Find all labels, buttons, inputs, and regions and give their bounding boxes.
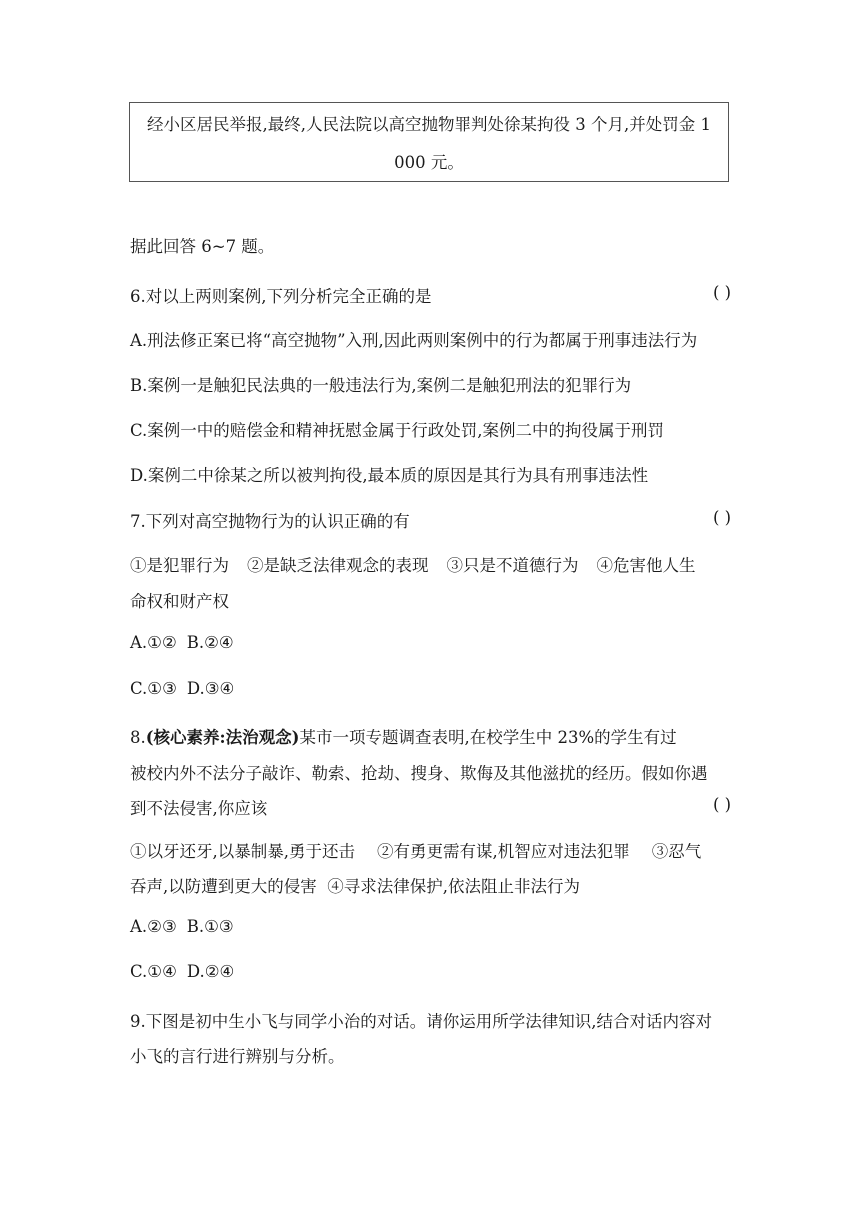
q9-stem-line2: 小飞的言行进行辨别与分析。	[130, 1047, 345, 1066]
q8-statement-3-start: ③忍气	[651, 842, 702, 861]
q7-statement-3: ③只是不道德行为	[446, 556, 579, 575]
q7-option-c: C.①③	[130, 679, 177, 698]
q8-stem-rest: 某市一项专题调查表明,在校学生中 23%的学生有过	[299, 728, 677, 747]
q7-statement-cont: 命权和财产权	[130, 592, 229, 611]
q8-option-c: C.①④	[130, 962, 177, 981]
q6-option-c: C.案例一中的赔偿金和精神抚慰金属于行政处罚,案例二中的拘役属于刑罚	[130, 421, 665, 440]
q8-stem-line2: 被校内外不法分子敲诈、勒索、抢劫、搜身、欺侮及其他滋扰的经历。假如你遇	[130, 764, 708, 783]
q7-statement-1: ①是犯罪行为	[130, 556, 229, 575]
q7-option-b: B.②④	[186, 633, 234, 652]
case-box	[129, 102, 729, 182]
case-box-line2: 000 元。	[394, 153, 464, 172]
q6-option-b: B.案例一是触犯民法典的一般违法行为,案例二是触犯刑法的犯罪行为	[130, 376, 632, 395]
q8-statement-2: ②有勇更需有谋,机智应对违法犯罪	[377, 842, 630, 861]
q7-option-a: A.①②	[130, 633, 177, 652]
q8-stem-line1	[130, 724, 677, 748]
q8-options-row1	[130, 917, 234, 936]
q7-options-row1	[130, 633, 234, 652]
q8-statement-1: ①以牙还牙,以暴制暴,勇于还击	[130, 842, 355, 861]
q7-statement-2: ②是缺乏法律观念的表现	[247, 556, 429, 575]
q8-number: 8.	[130, 728, 146, 747]
q8-stem-line3: 到不法侵害,你应该	[130, 799, 268, 818]
q6-stem: 6.对以上两则案例,下列分析完全正确的是	[130, 287, 432, 306]
q7-answer-paren: ( )	[713, 508, 732, 527]
q7-options-row2	[130, 679, 234, 698]
q7-option-d: D.③④	[186, 679, 235, 698]
q8-tag: (核心素养:法治观念)	[145, 728, 300, 747]
q8-answer-paren: ( )	[713, 795, 732, 814]
q7-statements	[130, 552, 696, 576]
q6-option-a: A.刑法修正案已将“高空抛物”入刑,因此两则案例中的行为都属于刑事违法行为	[130, 331, 698, 350]
q6-answer-paren: ( )	[713, 283, 732, 302]
q8-statements-line2: 吞声,以防遭到更大的侵害 ④寻求法律保护,依法阻止非法行为	[130, 877, 580, 896]
q8-option-a: A.②③	[130, 917, 177, 936]
q8-options-row2	[130, 962, 234, 981]
q7-statement-4: ④危害他人生	[596, 556, 696, 575]
q8-option-b: B.①③	[186, 917, 234, 936]
q8-statements-line1	[130, 838, 701, 862]
q6-option-d: D.案例二中徐某之所以被判拘役,最本质的原因是其行为具有刑事违法性	[130, 466, 649, 485]
q9-stem-line1: 9.下图是初中生小飞与同学小治的对话。请你运用所学法律知识,结合对话内容对	[130, 1012, 712, 1031]
q7-stem: 7.下列对高空抛物行为的认识正确的有	[130, 512, 410, 531]
intro-text: 据此回答 6~7 题。	[130, 237, 275, 256]
q8-option-d: D.②④	[186, 962, 235, 981]
case-box-line1: 经小区居民举报,最终,人民法院以高空抛物罪判处徐某拘役 3 个月,并处罚金 1	[147, 115, 711, 134]
